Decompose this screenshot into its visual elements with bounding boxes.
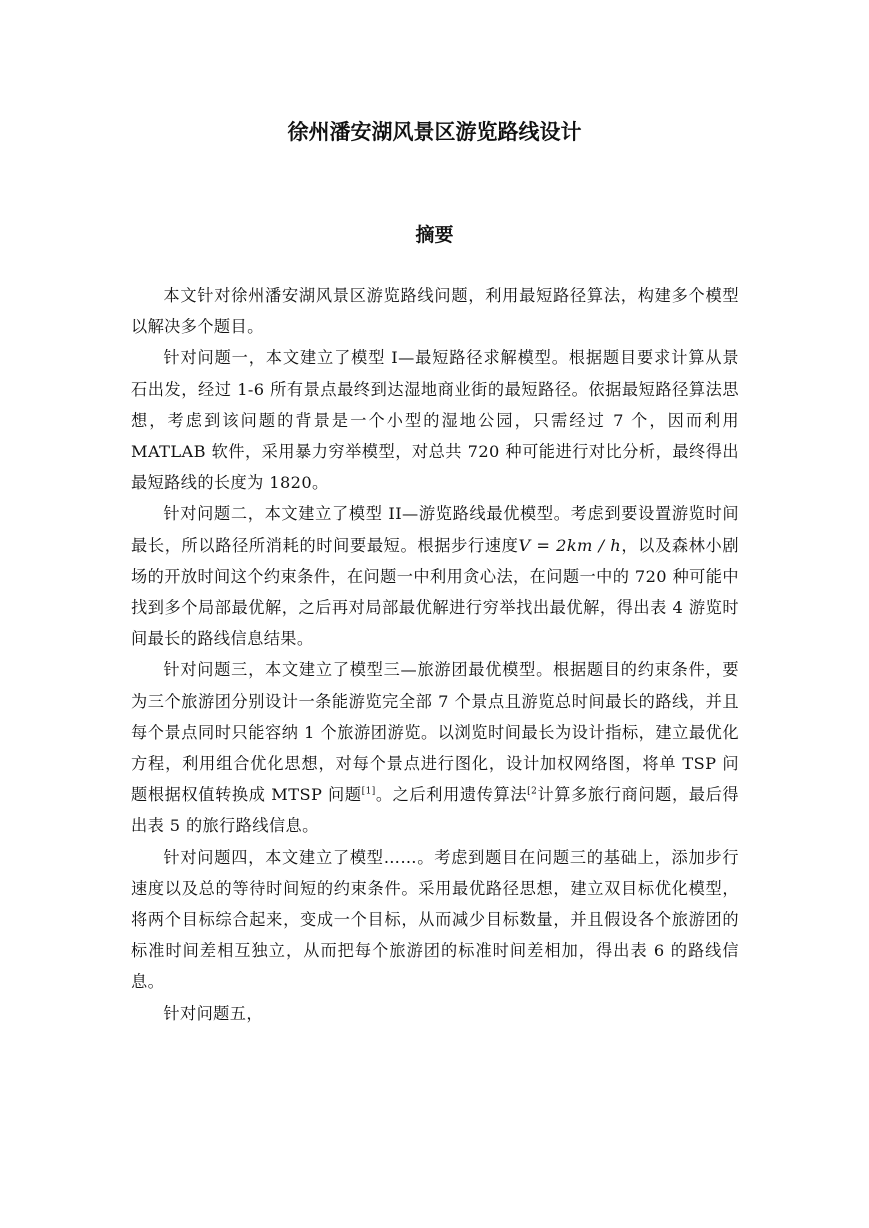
abstract-body <box>131 280 739 1029</box>
paragraph-4-text-c: 计算多旅行商问题，最后得出表 5 的旅行路线信息。 <box>131 785 739 836</box>
abstract-paragraph-4 <box>131 654 739 841</box>
paragraph-3-text-b: ，以及森林小剧场的开放时间这个约束条件，在问题一中利用贪心法，在问题一中的 720 种可能中找到多个局部最优解，之后再对局部最优解进行穷举找出最优解，得出表 4 游览时间最长的路线信息结果。 <box>131 535 739 649</box>
abstract-paragraph-3 <box>131 498 739 654</box>
paper-title: 徐州潘安湖风景区游览路线设计 <box>287 120 582 144</box>
citation-2: [2 <box>527 786 538 797</box>
citation-1: [1] <box>361 786 376 797</box>
paragraph-4-text-a: 针对问题三，本文建立了模型三—旅游团最优模型。根据题目的约束条件，要为三个旅游团分别设计一条能游览完全部 7 个景点且游览总时间最长的路线，并且每个景点同时只能容纳 1 个旅游团游览。以浏览时间最长为设计指标，建立最优化方程，利用组合优化思想，对每个景点进行图化，设计加权网络图，将单 TSP 问题根据权值转换成 MTSP 问题 <box>131 660 739 805</box>
walking-speed-formula: V = 2km / h <box>518 535 622 555</box>
abstract-paragraph-5: 针对问题四，本文建立了模型……。考虑到题目在问题三的基础上，添加步行速度以及总的等待时间短的约束条件。采用最优路径思想，建立双目标优化模型，将两个目标综合起来，变成一个目标，从而减少目标数量，并且假设各个旅游团的标准时间差相互独立，从而把每个旅游团的标准时间差相加，得出表 6 的路线信息。 <box>131 847 739 992</box>
abstract-heading: 摘要 <box>415 224 454 246</box>
abstract-paragraph-6: 针对问题五， <box>163 1003 263 1023</box>
paragraph-3-text-a: 针对问题二，本文建立了模型 II—游览路线最优模型。考虑到要设置游览时间最长，所以路径所消耗的时间要最短。根据步行速度 <box>131 504 739 555</box>
paragraph-4-text-b: 。之后利用遗传算法 <box>375 785 528 805</box>
abstract-paragraph-1: 本文针对徐州潘安湖风景区游览路线问题，利用最短路径算法，构建多个模型以解决多个题目。 <box>131 286 739 337</box>
abstract-paragraph-2: 针对问题一，本文建立了模型 I—最短路径求解模型。根据题目要求计算从景石出发，经过 1-6 所有景点最终到达湿地商业街的最短路径。依据最短路径算法思想，考虑到该问题的背景是一个小型的湿地公园，只需经过 7 个，因而利用 MATLAB 软件，采用暴力穷举模型，对总共 720 种可能进行对比分析，最终得出最短路线的长度为 1820。 <box>131 348 739 493</box>
